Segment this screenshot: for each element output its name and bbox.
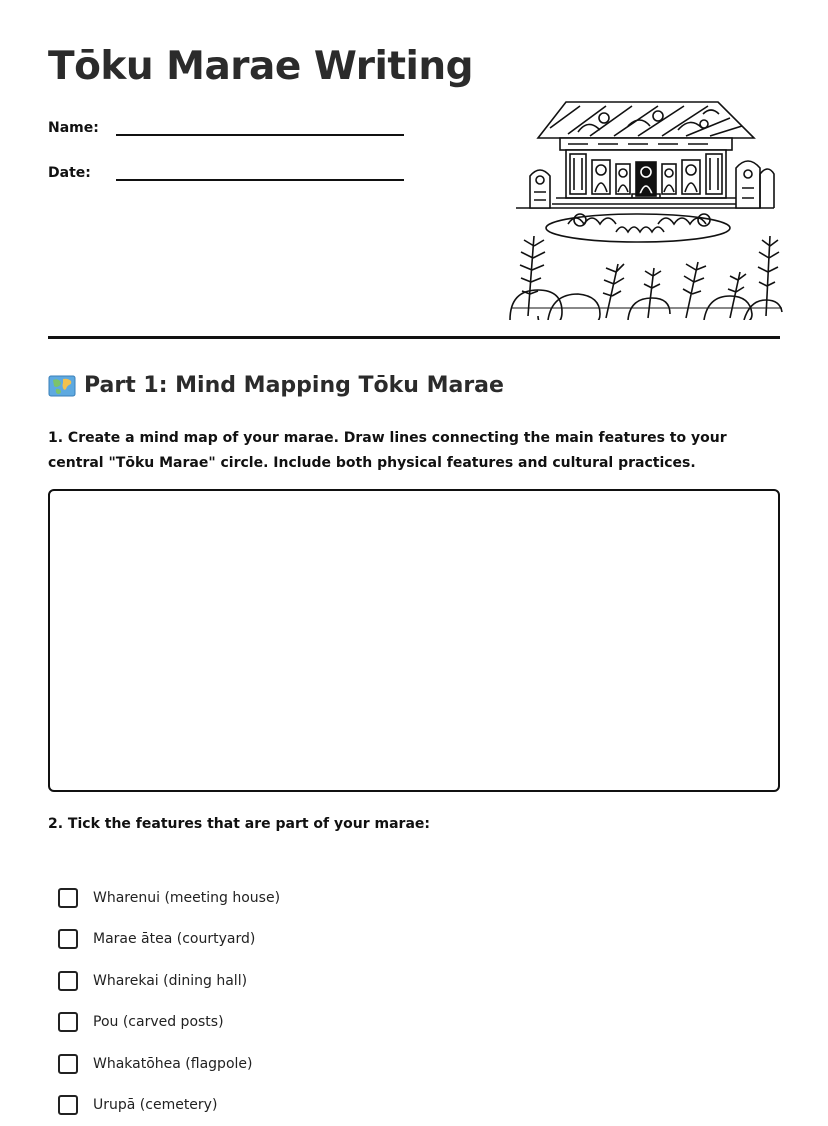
question-1: 1. Create a mind map of your marae. Draw lines connecting the main features to your central "Tōku Marae" circle. Include both physical features and cultural practices. [48, 426, 783, 476]
feature-checkbox[interactable] [58, 1012, 78, 1032]
list-item [58, 960, 280, 1002]
feature-checkbox[interactable] [58, 1054, 78, 1074]
date-line[interactable] [116, 163, 404, 181]
feature-label: Whakatōhea (flagpole) [93, 1056, 252, 1072]
list-item [58, 1002, 280, 1044]
list-item [58, 919, 280, 961]
feature-label: Pou (carved posts) [93, 1014, 224, 1030]
page-title: Tōku Marae Writing [48, 44, 473, 89]
name-field [48, 118, 404, 136]
question-2: 2. Tick the features that are part of your marae: [48, 812, 430, 837]
name-line[interactable] [116, 118, 404, 136]
feature-label: Wharenui (meeting house) [93, 890, 280, 906]
mind-map-drawing-area[interactable] [48, 489, 780, 792]
list-item [58, 1085, 280, 1126]
world-map-icon [48, 374, 76, 398]
feature-checkbox[interactable] [58, 888, 78, 908]
marae-illustration [508, 96, 784, 320]
feature-checklist [58, 877, 280, 1126]
feature-label: Urupā (cemetery) [93, 1097, 217, 1113]
date-field [48, 163, 404, 181]
list-item [58, 877, 280, 919]
section-divider [48, 336, 780, 339]
feature-checkbox[interactable] [58, 1095, 78, 1115]
name-label: Name: [48, 120, 116, 136]
part1-heading [48, 373, 504, 398]
part1-heading-text: Part 1: Mind Mapping Tōku Marae [84, 373, 504, 398]
date-label: Date: [48, 165, 116, 181]
feature-label: Marae ātea (courtyard) [93, 931, 255, 947]
list-item [58, 1043, 280, 1085]
feature-label: Wharekai (dining hall) [93, 973, 247, 989]
feature-checkbox[interactable] [58, 929, 78, 949]
feature-checkbox[interactable] [58, 971, 78, 991]
